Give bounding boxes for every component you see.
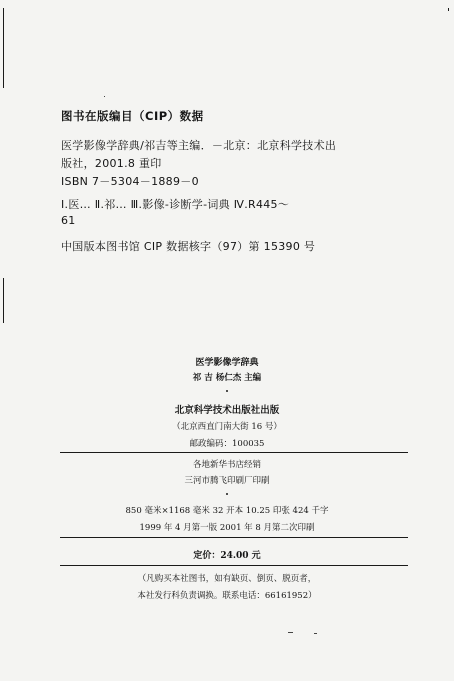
book-title: 医学影像学辞典 [195, 358, 259, 368]
separator-dot [226, 390, 228, 392]
cip-registration: 中国版本图书馆 CIP 数据核字（97）第 15390 号 [61, 240, 316, 253]
scan-speck [104, 96, 105, 97]
cip-title: 图书在版编目（CIP）数据 [61, 109, 204, 123]
binding-mark-corner [448, 8, 449, 11]
distributor: 各地新华书店经销 [192, 460, 261, 470]
notice-line-2: 本社发行科负责调换。联系电话：66161952） [137, 591, 317, 601]
price: 定价：24.00 元 [193, 551, 261, 561]
separator-dot [226, 493, 228, 495]
publisher: 北京科学技术出版社出版 [174, 405, 280, 416]
cip-entry-line-2: 版社，2001.8 重印 [61, 157, 162, 170]
scan-speck [288, 632, 293, 633]
binding-mark-top [3, 8, 4, 88]
cip-classification-cont: 61 [61, 214, 76, 227]
publisher-address: （北京西直门南大街 16 号） [172, 422, 282, 432]
edition-info: 1999 年 4 月第一版 2001 年 8 月第二次印刷 [139, 523, 315, 533]
divider-rule-3 [60, 565, 408, 566]
editors: 祁 吉 杨仁杰 主编 [192, 373, 262, 383]
printer: 三河市腾飞印刷厂印刷 [184, 476, 270, 486]
binding-mark-bottom [3, 278, 4, 323]
postcode: 邮政编码：100035 [189, 439, 265, 449]
divider-rule-2 [60, 537, 408, 538]
cip-entry-line-1: 医学影像学辞典/祁吉等主编．－北京：北京科学技术出 [61, 139, 337, 152]
notice-line-1: （凡购买本社图书，如有缺页、倒页、脱页者， [137, 574, 317, 584]
cip-isbn: ISBN 7－5304－1889－0 [61, 175, 199, 188]
cip-classification: Ⅰ.医… Ⅱ.祁… Ⅲ.影像-诊断学-词典 Ⅳ.R445～ [61, 198, 290, 211]
format-info: 850 毫米×1168 毫米 32 开本 10.25 印张 424 千字 [125, 506, 329, 516]
scan-speck [314, 633, 317, 634]
divider-rule-1 [60, 452, 408, 453]
